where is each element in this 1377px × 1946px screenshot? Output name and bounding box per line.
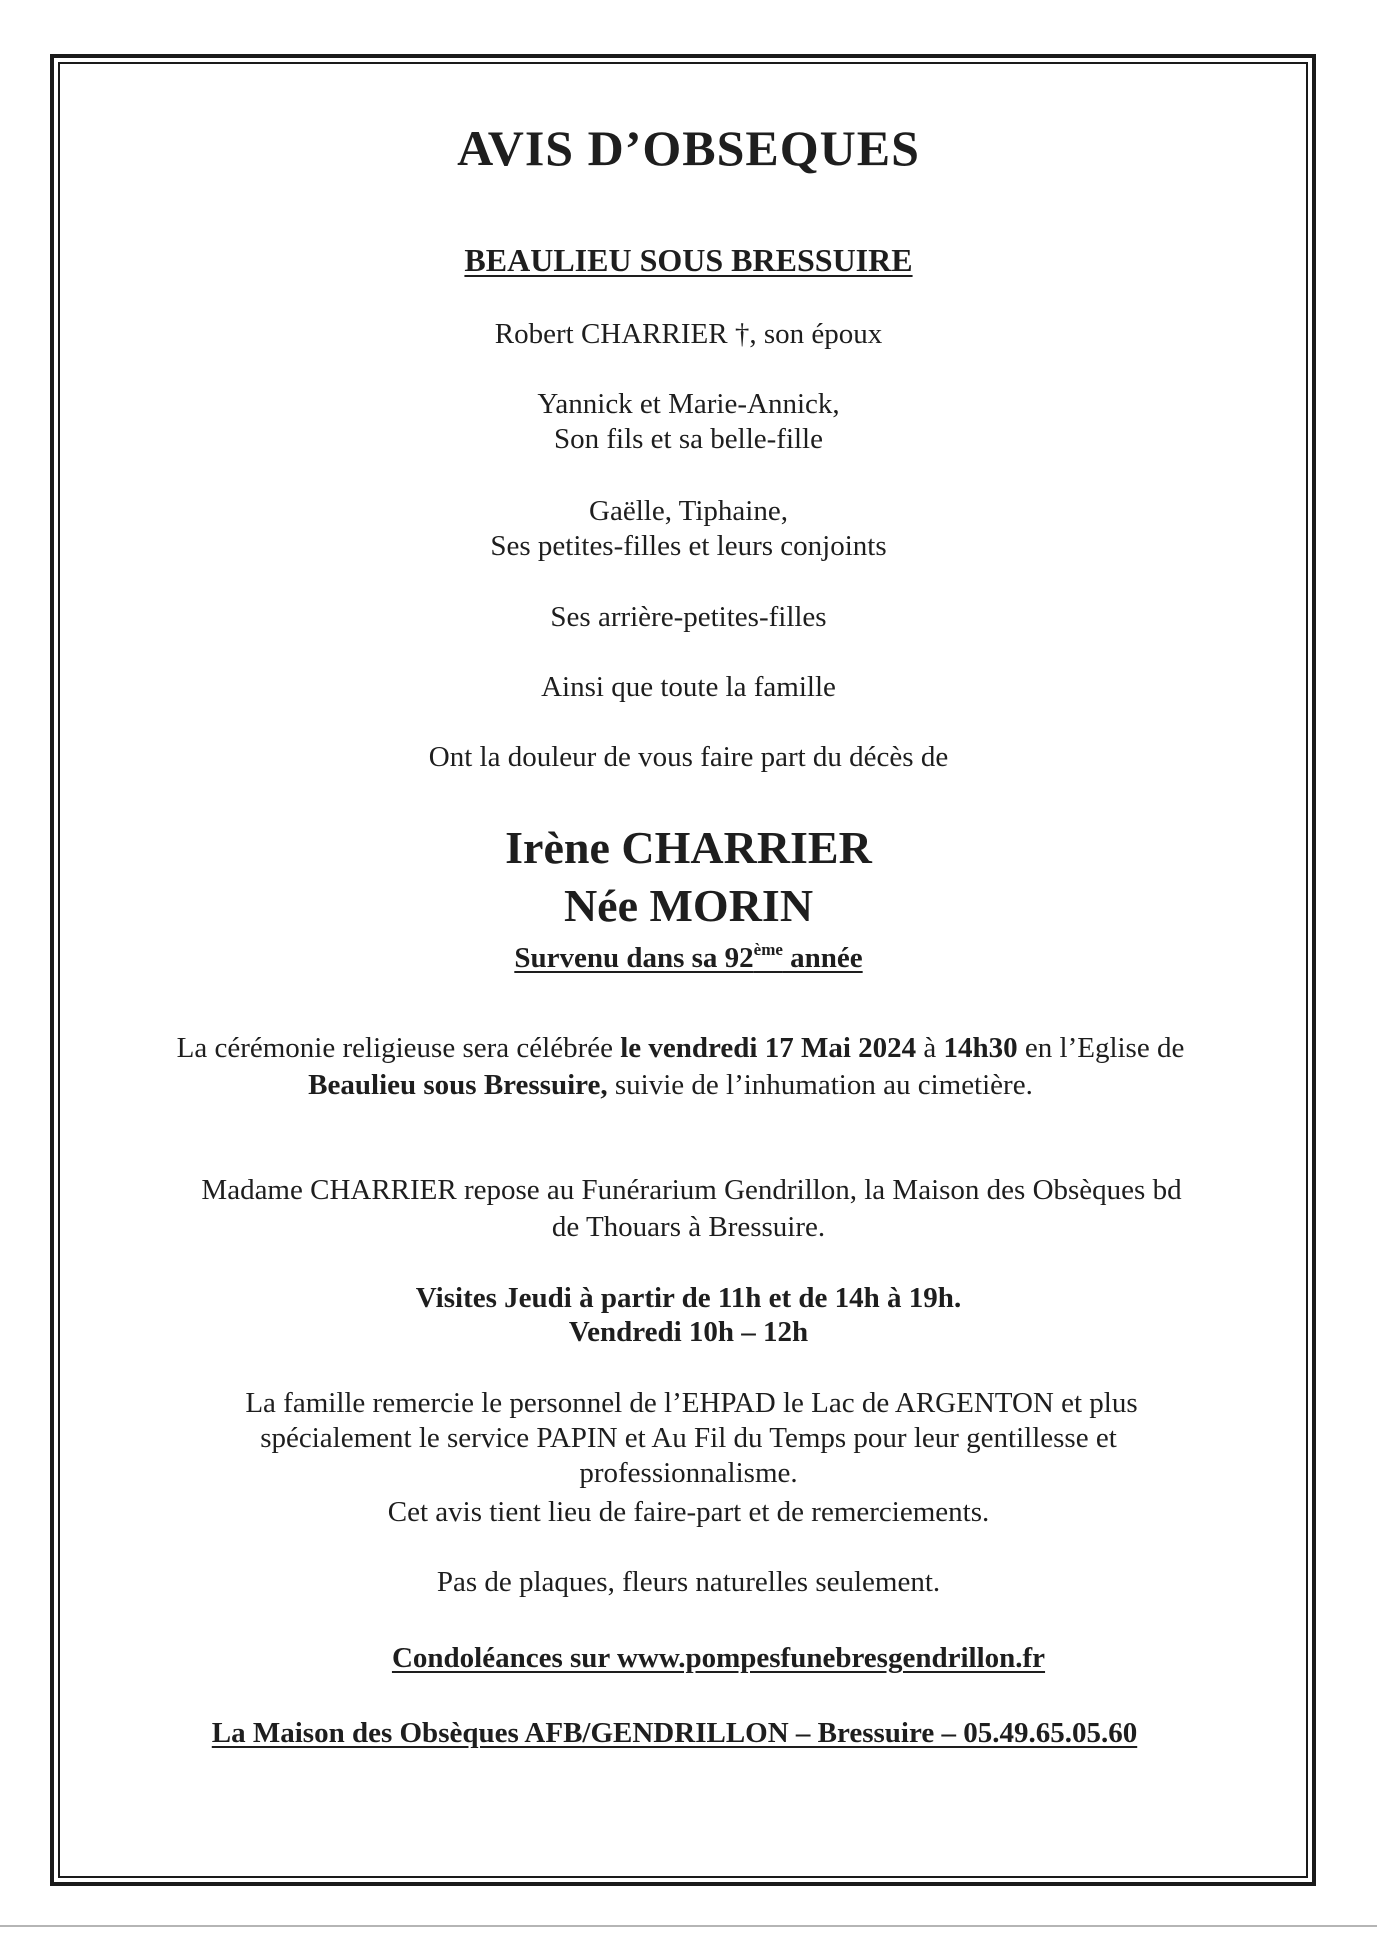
deceased-name: Irène CHARRIER	[505, 822, 872, 873]
announcement-line: Ont la douleur de vous faire part du décès de	[428, 741, 949, 773]
grandchildren-line-2: Ses petites-filles et leurs conjoints	[490, 530, 887, 562]
funeral-home-line	[0, 1716, 1363, 1750]
age-line	[0, 941, 1377, 975]
thanks-line-2: spécialement le service PAPIN et Au Fil du Temps pour leur gentillesse et	[260, 1422, 1117, 1454]
location-heading	[0, 241, 1377, 279]
ceremony-text-a: La cérémonie religieuse sera célébrée	[176, 1032, 621, 1064]
ceremony-place: Beaulieu sous Bressuire,	[308, 1069, 608, 1101]
deceased-maiden-name: Née MORIN	[563, 880, 814, 931]
great-grandchildren-line: Ses arrière-petites-filles	[550, 601, 827, 633]
age-superscript: ème	[753, 940, 783, 959]
age-text	[514, 942, 862, 974]
son-line-1: Yannick et Marie-Annick,	[537, 388, 840, 420]
ceremony-text-burial: suivie de l’inhumation au cimetière.	[607, 1069, 1033, 1101]
grandchildren-line-1: Gaëlle, Tiphaine,	[589, 495, 788, 527]
flowers-line: Pas de plaques, fleurs naturelles seulement.	[436, 1566, 941, 1598]
location-text: BEAULIEU SOUS BRESSUIRE	[464, 242, 913, 278]
ceremony-line-2	[0, 1068, 1359, 1102]
ceremony-text-e: en l’Eglise de	[1017, 1032, 1185, 1064]
age-suffix: année	[782, 942, 863, 974]
son-line-2: Son fils et sa belle-fille	[554, 423, 823, 455]
visits-line-1: Visites Jeudi à partir de 11h et de 14h à 19h.	[415, 1282, 962, 1314]
thanks-line-3: professionnalisme.	[579, 1457, 798, 1489]
rest-line-2: de Thouars à Bressuire.	[551, 1211, 826, 1243]
funeral-home-text: La Maison des Obsèques AFB/GENDRILLON – Bressuire – 05.49.65.05.60	[211, 1717, 1138, 1749]
ceremony-time: 14h30	[943, 1032, 1018, 1064]
whole-family-line: Ainsi que toute la famille	[541, 671, 836, 703]
ceremony-date: le vendredi 17 Mai 2024	[620, 1032, 917, 1064]
page-title: AVIS D’OBSEQUES	[457, 120, 920, 176]
age-prefix: Survenu dans sa 92	[514, 942, 754, 974]
ceremony-line-1	[0, 1031, 1369, 1065]
rest-line-1: Madame CHARRIER repose au Funérarium Gendrillon, la Maison des Obsèques bd	[201, 1174, 1182, 1206]
page-bottom-edge	[0, 1925, 1377, 1927]
thanks-line-1: La famille remercie le personnel de l’EHPAD le Lac de ARGENTON et plus	[245, 1387, 1138, 1419]
condolences-link[interactable]: Condoléances sur www.pompesfunebresgendrillon.fr	[391, 1642, 1046, 1674]
visits-line-2: Vendredi 10h – 12h	[568, 1316, 809, 1348]
ceremony-text-c: à	[916, 1032, 944, 1064]
condolences-line	[30, 1641, 1377, 1675]
thanks-line-4: Cet avis tient lieu de faire-part et de remerciements.	[387, 1496, 990, 1528]
spouse-line: Robert CHARRIER †, son époux	[494, 318, 883, 350]
